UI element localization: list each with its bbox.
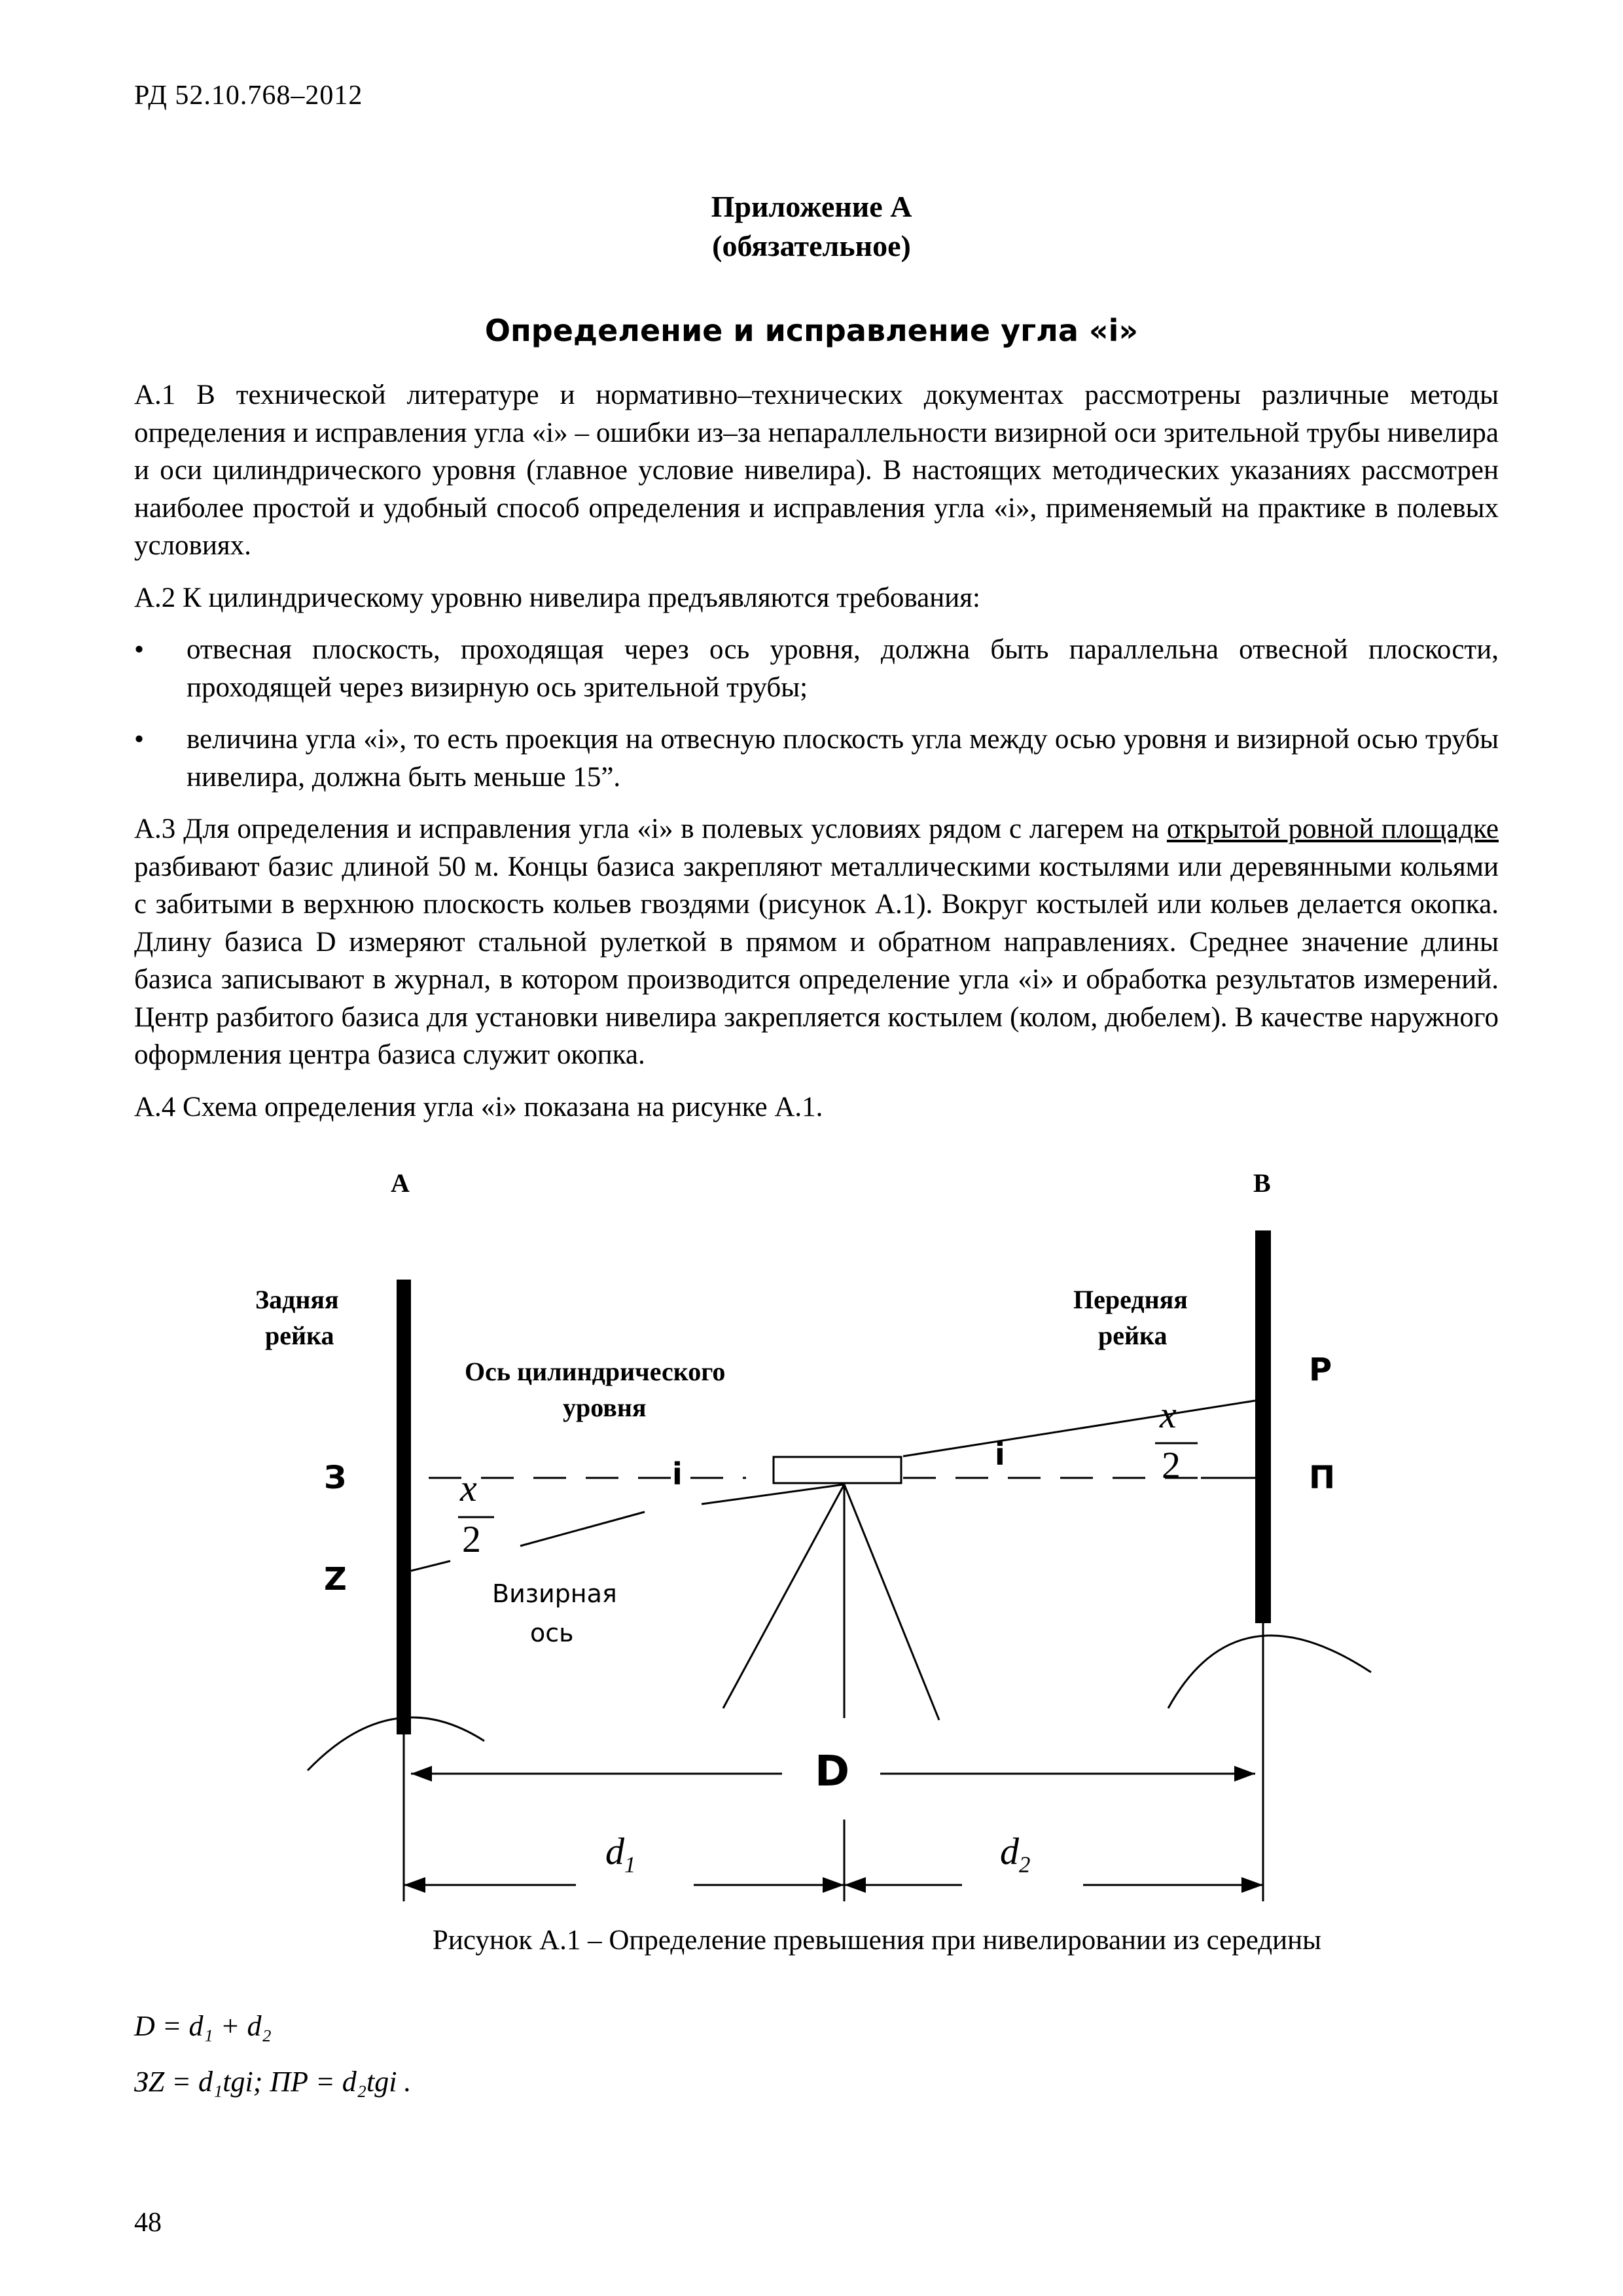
- requirements-list: [134, 631, 1499, 796]
- label-fraction-right-numerator: x: [1160, 1393, 1177, 1436]
- paragraph-a3: [134, 810, 1499, 1074]
- sight-line-left-c: [411, 1561, 450, 1571]
- label-distance-d1: [605, 1829, 635, 1878]
- label-distance-d: D: [815, 1748, 850, 1796]
- label-front-staff-line2: рейка: [1098, 1321, 1168, 1350]
- rear-staff: [397, 1280, 411, 1734]
- label-level-axis-line2: уровня: [563, 1393, 647, 1422]
- label-rear-staff-line2: рейка: [265, 1321, 334, 1350]
- label-point-p-cyrillic: П: [1309, 1460, 1336, 1496]
- label-level-axis-line1: Ось цилиндрического: [465, 1357, 726, 1386]
- section-title: Определение и исправление угла «i»: [484, 313, 1139, 348]
- label-sight-axis-line2: ось: [530, 1619, 574, 1647]
- bullet-icon: •: [134, 634, 145, 665]
- level-instrument: [774, 1457, 901, 1483]
- sight-line-left-b: [520, 1512, 645, 1546]
- label-fraction-right-denominator: 2: [1162, 1444, 1181, 1486]
- label-sight-axis-line1: Визирная: [492, 1579, 617, 1608]
- sight-line-right: [903, 1401, 1255, 1456]
- sight-line-left-a: [702, 1484, 844, 1504]
- label-fraction-left-denominator: 2: [462, 1518, 481, 1560]
- label-point-b: В: [1253, 1168, 1271, 1198]
- front-ground: [1168, 1636, 1371, 1708]
- formula-offsets: ЗZ = d₁tgi; ПР = d₂tgi .: [134, 2066, 412, 2098]
- rear-ground: [308, 1717, 484, 1770]
- d2-letter: d: [1000, 1830, 1019, 1873]
- paragraph-a3-underlined: открытой ровной площадке: [1166, 814, 1499, 844]
- figure-caption: Рисунок А.1 – Определение превышения при нивелировании из середины: [432, 1925, 1322, 1956]
- front-staff: [1255, 1230, 1271, 1623]
- label-distance-d2: [1000, 1829, 1030, 1878]
- label-angle-i-right: i: [995, 1437, 1005, 1472]
- d1-letter: d: [605, 1830, 624, 1873]
- label-point-a: А: [391, 1168, 410, 1198]
- formula-base-length: D = d₁ + d₂: [134, 2010, 272, 2042]
- page-number: 48: [134, 2208, 162, 2238]
- label-front-staff-line1: Передняя: [1073, 1285, 1188, 1314]
- paragraph-a3-end: разбивают базис длиной 50 м. Концы базиса закрепляют металлическими костылями или деревянными кольями с забитыми в верхнюю плоскость кольев гвоздями (рисунок А.1). Вокруг костылей или кольев делается окопка. Длину базиса D измеряют стальной рулеткой в прямом и обратном направлениях. Среднее значение длины базиса записывают в журнал, в котором производится определение угла «i» и обработка результатов измерений. Центр разбитого базиса для установки нивелира закрепляется костылем (колом, дюбелем). В качестве наружного оформления центра базиса служит окопка.: [134, 851, 1499, 1070]
- label-point-p-latin: P: [1309, 1352, 1332, 1388]
- d2-subscript: 2: [1019, 1852, 1031, 1878]
- label-angle-i-left: i: [672, 1456, 683, 1492]
- bullet-icon: •: [134, 724, 145, 755]
- paragraph-a4: А.4 Схема определения угла «i» показана на рисунке А.1.: [134, 1091, 823, 1122]
- label-point-z-latin: Z: [324, 1561, 347, 1598]
- label-fraction-left-numerator: x: [460, 1467, 477, 1509]
- label-rear-staff-line1: Задняя: [255, 1285, 339, 1314]
- paragraph-a1: А.1 В технической литературе и нормативно–технических документах рассмотрены различные методы определения и исправления угла «i» – ошибки из–за непараллельности визирной оси зрительной трубы нивелира и оси цилиндрического уровня (главное условие нивелира). В настоящих методических указаниях рассмотрен наиболее простой и удобный способ определения и исправления угла «i», применяемый на практике в полевых условиях.: [134, 380, 1499, 561]
- label-point-z-cyrillic: З: [324, 1460, 347, 1496]
- appendix-status: (обязательное): [712, 229, 911, 262]
- list-item: [134, 721, 1499, 796]
- list-item: [134, 631, 1499, 706]
- paragraph-a3-start: А.3 Для определения и исправления угла «i» в полевых условиях рядом с лагерем на: [134, 814, 1167, 844]
- list-item-text: величина угла «i», то есть проекция на отвесную плоскость угла между осью уровня и визирной осью трубы нивелира, должна быть меньше 15”.: [187, 724, 1499, 793]
- d1-subscript: 1: [624, 1852, 636, 1878]
- body-text: [134, 376, 1499, 1140]
- appendix-title: Приложение А: [711, 190, 912, 223]
- paragraph-a2: А.2 К цилиндрическому уровню нивелира предъявляются требования:: [134, 582, 980, 613]
- document-code: РД 52.10.768–2012: [134, 81, 363, 111]
- list-item-text: отвесная плоскость, проходящая через ось уровня, должна быть параллельна отвесной плоскости, проходящей через визирную ось зрительной трубы;: [187, 634, 1499, 703]
